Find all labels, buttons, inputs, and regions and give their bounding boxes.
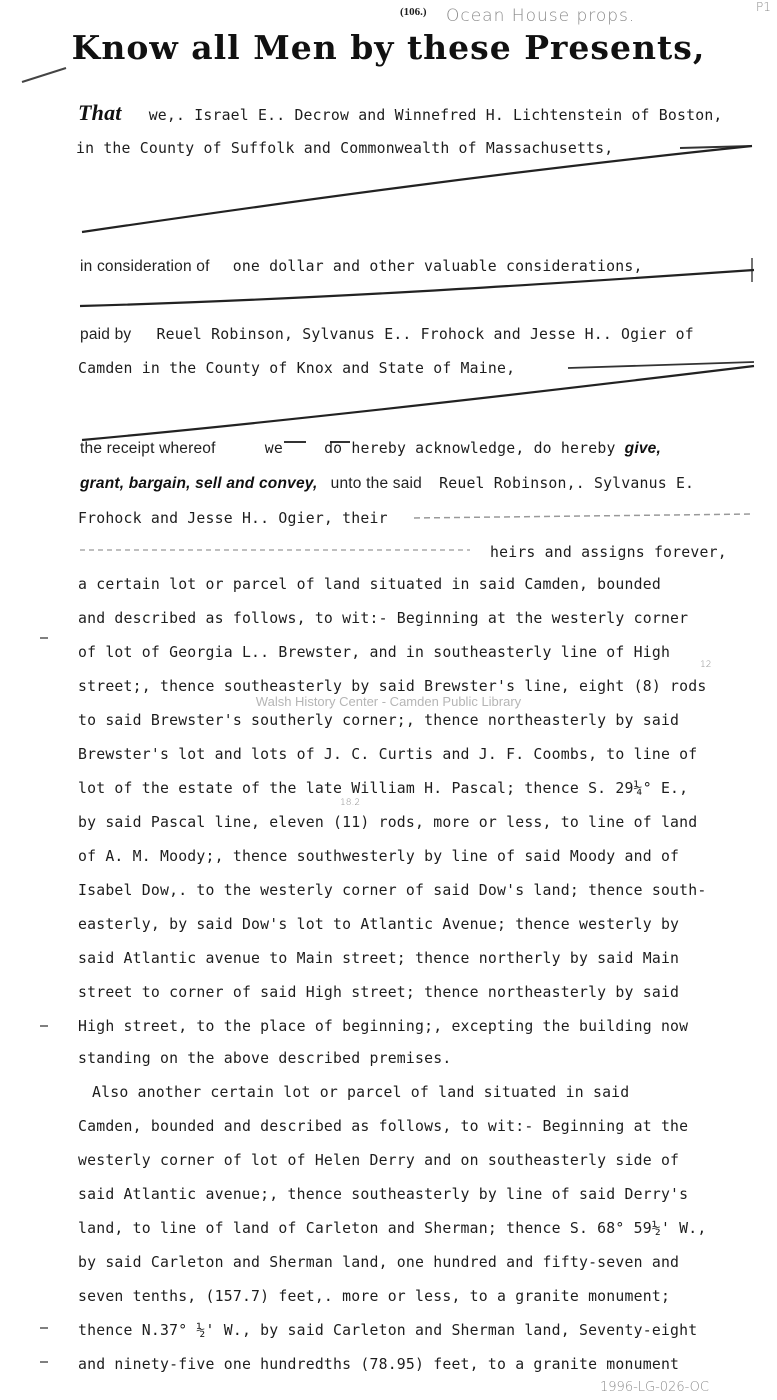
body-line: said Atlantic avenue to Main street; thence northerly by said Main bbox=[78, 950, 680, 967]
body-line: Camden, bounded and described as follows, to wit:- Beginning at the bbox=[78, 1118, 689, 1135]
eleven-annotation: 18.2 bbox=[340, 798, 361, 808]
unto-text: unto the said bbox=[330, 475, 423, 492]
body-line: Brewster's lot and lots of J. C. Curtis and J. F. Coombs, to line of bbox=[78, 746, 698, 763]
body-line: of lot of Georgia L.. Brewster, and in southeasterly line of High bbox=[78, 644, 671, 661]
body-line: and described as follows, to wit:- Beginning at the westerly corner bbox=[78, 610, 689, 627]
body-line: Isabel Dow,. to the westerly corner of said Dow's land; thence south- bbox=[78, 882, 707, 899]
grant-line bbox=[80, 475, 694, 493]
body-line: by said Pascal line, eleven (11) rods, more or less, to line of land bbox=[78, 814, 698, 831]
that-word: That bbox=[78, 100, 122, 125]
corner-note: P1 bbox=[756, 0, 771, 14]
body-line: lot of the estate of the late William H. Pascal; thence S. 29¼° E., bbox=[78, 780, 689, 797]
heirs-line: heirs and assigns forever, bbox=[490, 544, 727, 561]
deed-heading: Know all Men by these Presents, bbox=[71, 28, 706, 67]
eight-annotation: 12 bbox=[700, 660, 712, 670]
grantors-residence: in the County of Suffolk and Commonwealth of Massachusetts, bbox=[76, 140, 614, 157]
body-line: easterly, by said Dow's lot to Atlantic Avenue; thence westerly by bbox=[78, 916, 680, 933]
grantors-text: we,. Israel E.. Decrow and Winnefred H. Lichtenstein of Boston, bbox=[148, 107, 723, 124]
body-line: of A. M. Moody;, thence southwesterly by line of said Moody and of bbox=[78, 848, 680, 865]
grantors-line bbox=[78, 100, 723, 126]
body-line: land, to line of land of Carleton and Sherman; thence S. 68° 59½' W., bbox=[78, 1220, 707, 1237]
grant-words: grant, bargain, sell and convey, bbox=[80, 475, 318, 492]
receipt-line bbox=[80, 440, 661, 458]
consideration-line bbox=[80, 258, 643, 276]
watermark: Walsh History Center - Camden Public Library bbox=[255, 694, 522, 709]
paid-by-label: paid by bbox=[80, 326, 132, 343]
body-line: westerly corner of lot of Helen Derry and on southeasterly side of bbox=[78, 1152, 680, 1169]
consideration-label: in consideration of bbox=[80, 258, 210, 275]
form-number: (106.) bbox=[400, 6, 427, 18]
body-line: by said Carleton and Sherman land, one hundred and fifty-seven and bbox=[78, 1254, 680, 1271]
body-line: High street, to the place of beginning;, excepting the building now bbox=[78, 1018, 689, 1035]
body-line: to said Brewster's southerly corner;, thence northeasterly by said bbox=[78, 712, 680, 729]
receipt-a: the receipt whereof bbox=[80, 440, 216, 457]
body-line: standing on the above described premises. bbox=[78, 1050, 452, 1067]
frohock-line: Frohock and Jesse H.. Ogier, their bbox=[78, 510, 388, 527]
body-line: said Atlantic avenue;, thence southeasterly by line of said Derry's bbox=[78, 1186, 689, 1203]
receipt-c: do hereby acknowledge, do hereby bbox=[324, 440, 616, 457]
body-line: thence N.37° ½' W., by said Carleton and Sherman land, Seventy-eight bbox=[78, 1322, 698, 1339]
grantees-line1: Reuel Robinson, Sylvanus E.. Frohock and Jesse H.. Ogier of bbox=[156, 326, 694, 343]
receipt-b: we bbox=[264, 440, 283, 457]
body-line: seven tenths, (157.7) feet,. more or less, to a granite monument; bbox=[78, 1288, 671, 1305]
consideration-text: one dollar and other valuable considerations, bbox=[232, 258, 643, 275]
body-line: and ninety-five one hundredths (78.95) feet, to a granite monument bbox=[78, 1356, 680, 1373]
body-line: street to corner of said High street; thence northeasterly by said bbox=[78, 984, 680, 1001]
archive-number: 1996-LG-026-OC bbox=[600, 1380, 709, 1395]
give-word: give, bbox=[624, 440, 661, 457]
body-line: street;, thence southeasterly by said Brewster's line, eight (8) rods bbox=[78, 678, 707, 695]
grantees-line2: Camden in the County of Knox and State of Maine, bbox=[78, 360, 516, 377]
body-line: a certain lot or parcel of land situated in said Camden, bounded bbox=[78, 576, 661, 593]
handwritten-note: Ocean House props. bbox=[446, 6, 636, 26]
paid-by-line bbox=[80, 326, 694, 344]
unto-names: Reuel Robinson,. Sylvanus E. bbox=[439, 475, 695, 492]
body-line: Also another certain lot or parcel of land situated in said bbox=[92, 1084, 630, 1101]
